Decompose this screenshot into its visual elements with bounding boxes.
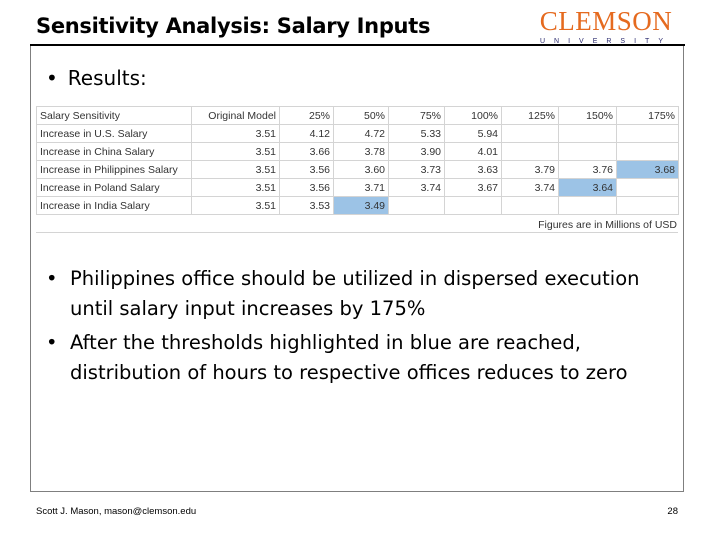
table-cell: 3.60 (334, 161, 389, 179)
page-number: 28 (667, 506, 678, 517)
table-cell (617, 179, 679, 197)
table-cell (559, 125, 617, 143)
table-row (37, 161, 679, 179)
table-cell: 3.67 (445, 179, 502, 197)
table-cell: 3.63 (445, 161, 502, 179)
logo-subtext: UNIVERSITY (539, 38, 672, 45)
table-header-cell: 50% (334, 107, 389, 125)
bullet-dot: • (46, 331, 58, 354)
table-cell: 3.76 (559, 161, 617, 179)
table-cell (502, 197, 559, 215)
table-header-cell: Salary Sensitivity (37, 107, 192, 125)
table-header-row (37, 107, 679, 125)
clemson-logo (532, 8, 680, 44)
results-bullet (46, 66, 147, 90)
table-cell: 3.51 (192, 161, 280, 179)
table-cell: 5.33 (389, 125, 445, 143)
table-cell (502, 143, 559, 161)
table-cell: 5.94 (445, 125, 502, 143)
bullet-dot: • (46, 66, 58, 90)
table-cell: 3.73 (389, 161, 445, 179)
units-note: Figures are in Millions of USD (538, 219, 677, 231)
table-cell: 3.79 (502, 161, 559, 179)
table-cell: 4.72 (334, 125, 389, 143)
footer-author: Scott J. Mason, mason@clemson.edu (36, 506, 197, 517)
table-header-cell: 125% (502, 107, 559, 125)
table-cell (389, 197, 445, 215)
table-cell (617, 125, 679, 143)
logo-wordmark: CLEMSON (539, 6, 673, 36)
threshold-cell: 3.49 (334, 197, 389, 215)
bullet-text: Philippines office should be utilized in dispersed execution until salary input increases by 175% (70, 267, 640, 320)
table-cell: 3.51 (192, 179, 280, 197)
table-header-cell: 25% (280, 107, 334, 125)
threshold-cell: 3.68 (617, 161, 679, 179)
row-label: Increase in India Salary (37, 197, 192, 215)
table-bottom-rule (36, 232, 678, 233)
table-cell: 3.74 (389, 179, 445, 197)
table-header-cell: 150% (559, 107, 617, 125)
table-cell (617, 197, 679, 215)
table-cell: 3.51 (192, 197, 280, 215)
bullet-list (46, 264, 676, 392)
table-cell: 3.78 (334, 143, 389, 161)
table-cell: 3.74 (502, 179, 559, 197)
bullet-item (46, 264, 676, 324)
salary-sensitivity-table (36, 106, 679, 215)
table-cell: 3.56 (280, 161, 334, 179)
table-cell: 3.71 (334, 179, 389, 197)
table-row (37, 197, 679, 215)
table-cell (617, 143, 679, 161)
threshold-cell: 3.64 (559, 179, 617, 197)
row-label: Increase in China Salary (37, 143, 192, 161)
table-header-cell: 100% (445, 107, 502, 125)
row-label: Increase in Poland Salary (37, 179, 192, 197)
table-header-cell: 175% (617, 107, 679, 125)
table-cell (445, 197, 502, 215)
table-cell (559, 143, 617, 161)
row-label: Increase in U.S. Salary (37, 125, 192, 143)
table-cell: 3.90 (389, 143, 445, 161)
table-row (37, 143, 679, 161)
table-row (37, 179, 679, 197)
bullet-text: After the thresholds highlighted in blue are reached, distribution of hours to respective offices reduces to zero (70, 331, 628, 384)
table-cell: 3.53 (280, 197, 334, 215)
table-cell (559, 197, 617, 215)
table-cell: 3.66 (280, 143, 334, 161)
bullet-item (46, 328, 676, 388)
table-cell: 3.56 (280, 179, 334, 197)
bullet-dot: • (46, 267, 58, 290)
table-cell: 3.51 (192, 125, 280, 143)
table-cell (502, 125, 559, 143)
table-cell: 4.01 (445, 143, 502, 161)
table-cell: 3.51 (192, 143, 280, 161)
results-label: Results: (67, 66, 147, 90)
row-label: Increase in Philippines Salary (37, 161, 192, 179)
table-row (37, 125, 679, 143)
table-header-cell: 75% (389, 107, 445, 125)
table-header-cell: Original Model (192, 107, 280, 125)
slide-title: Sensitivity Analysis: Salary Inputs (36, 14, 431, 38)
table-cell: 4.12 (280, 125, 334, 143)
